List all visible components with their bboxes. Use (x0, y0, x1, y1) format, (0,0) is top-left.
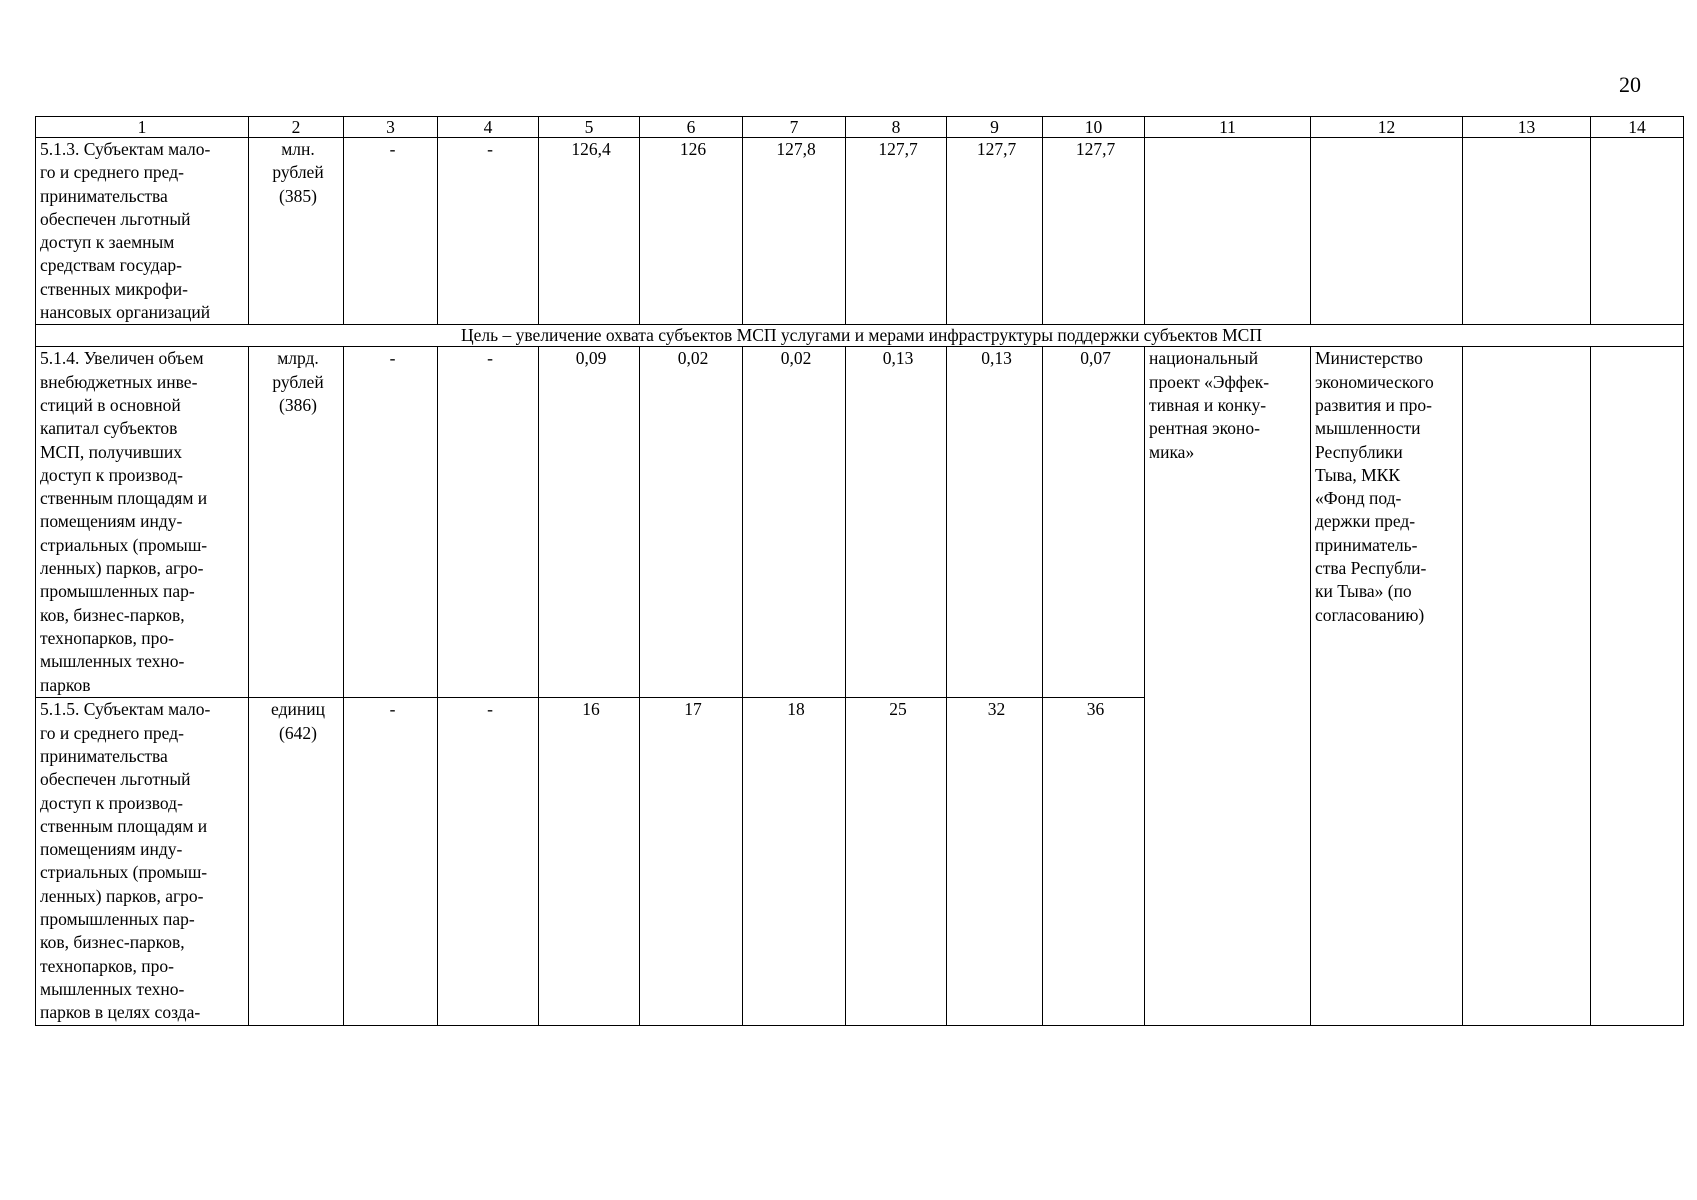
value-cell: 126 (640, 138, 743, 325)
column-header: 6 (640, 117, 743, 138)
table-cell (1463, 347, 1591, 1025)
column-header: 7 (743, 117, 846, 138)
table-cell: - (438, 347, 539, 698)
value-cell: 36 (1043, 698, 1145, 1025)
table-row (36, 347, 1684, 698)
table-cell: - (344, 347, 438, 698)
value-cell: 127,7 (846, 138, 947, 325)
column-header: 13 (1463, 117, 1591, 138)
value-cell: 0,02 (640, 347, 743, 698)
value-cell: 127,8 (743, 138, 846, 325)
column-header: 8 (846, 117, 947, 138)
value-cell: 0,02 (743, 347, 846, 698)
column-header: 5 (539, 117, 640, 138)
column-header: 4 (438, 117, 539, 138)
project-cell (1145, 138, 1311, 325)
table-cell: - (438, 698, 539, 1025)
project-cell: национальный проект «Эффек- тивная и конку- рентная эконо- мика» (1145, 347, 1311, 1025)
table-row (36, 138, 1684, 325)
responsible-cell (1311, 138, 1463, 325)
column-header: 3 (344, 117, 438, 138)
goal-row (36, 325, 1684, 347)
value-cell: 0,13 (947, 347, 1043, 698)
indicator-name: 5.1.3. Субъектам мало- го и среднего пред- принимательства обеспечен льготный доступ к заемным средствам государ- ственных микрофи- нансовых организаций (36, 138, 249, 325)
value-cell: 0,07 (1043, 347, 1145, 698)
unit-cell: млрд. рублей (386) (249, 347, 344, 698)
table-cell (1591, 138, 1684, 325)
value-cell: 127,7 (1043, 138, 1145, 325)
value-cell: 17 (640, 698, 743, 1025)
value-cell: 0,13 (846, 347, 947, 698)
column-header: 2 (249, 117, 344, 138)
column-header: 10 (1043, 117, 1145, 138)
column-header: 1 (36, 117, 249, 138)
table-cell (1591, 347, 1684, 1025)
value-cell: 18 (743, 698, 846, 1025)
value-cell: 25 (846, 698, 947, 1025)
column-number-row (36, 117, 1684, 138)
column-header: 14 (1591, 117, 1684, 138)
value-cell: 16 (539, 698, 640, 1025)
value-cell: 0,09 (539, 347, 640, 698)
column-header: 9 (947, 117, 1043, 138)
table-cell: - (344, 138, 438, 325)
unit-cell: единиц (642) (249, 698, 344, 1025)
indicators-table (35, 116, 1684, 1026)
table-cell (1463, 138, 1591, 325)
goal-text: Цель – увеличение охвата субъектов МСП услугами и мерами инфраструктуры поддержки субъектов МСП (36, 325, 1684, 347)
table-cell: - (438, 138, 539, 325)
value-cell: 126,4 (539, 138, 640, 325)
page-number: 20 (1619, 72, 1641, 97)
table-cell: - (344, 698, 438, 1025)
column-header: 11 (1145, 117, 1311, 138)
unit-cell: млн. рублей (385) (249, 138, 344, 325)
column-header: 12 (1311, 117, 1463, 138)
value-cell: 127,7 (947, 138, 1043, 325)
responsible-cell: Министерство экономического развития и про- мышленности Республики Тыва, МКК «Фонд под- держки пред- приниматель- ства Республи- ки Тыва» (по согласованию) (1311, 347, 1463, 1025)
indicator-name: 5.1.5. Субъектам мало- го и среднего пред- принимательства обеспечен льготный доступ к производ- ственным площадям и помещениям инду- стриальных (промыш- ленных) парков, агро- промышленных пар- ков, бизнес-парков, технопарков, про- мышленных техно- парков в целях созда- (36, 698, 249, 1025)
indicator-name: 5.1.4. Увеличен объем внебюджетных инве- стиций в основной капитал субъектов МСП, получивших доступ к производ- ственным площадям и помещениям инду- стриальных (промыш- ленных) парков, агро- промышленных пар- ков, бизнес-парков, технопарков, про- мышленных техно- парков (36, 347, 249, 698)
value-cell: 32 (947, 698, 1043, 1025)
